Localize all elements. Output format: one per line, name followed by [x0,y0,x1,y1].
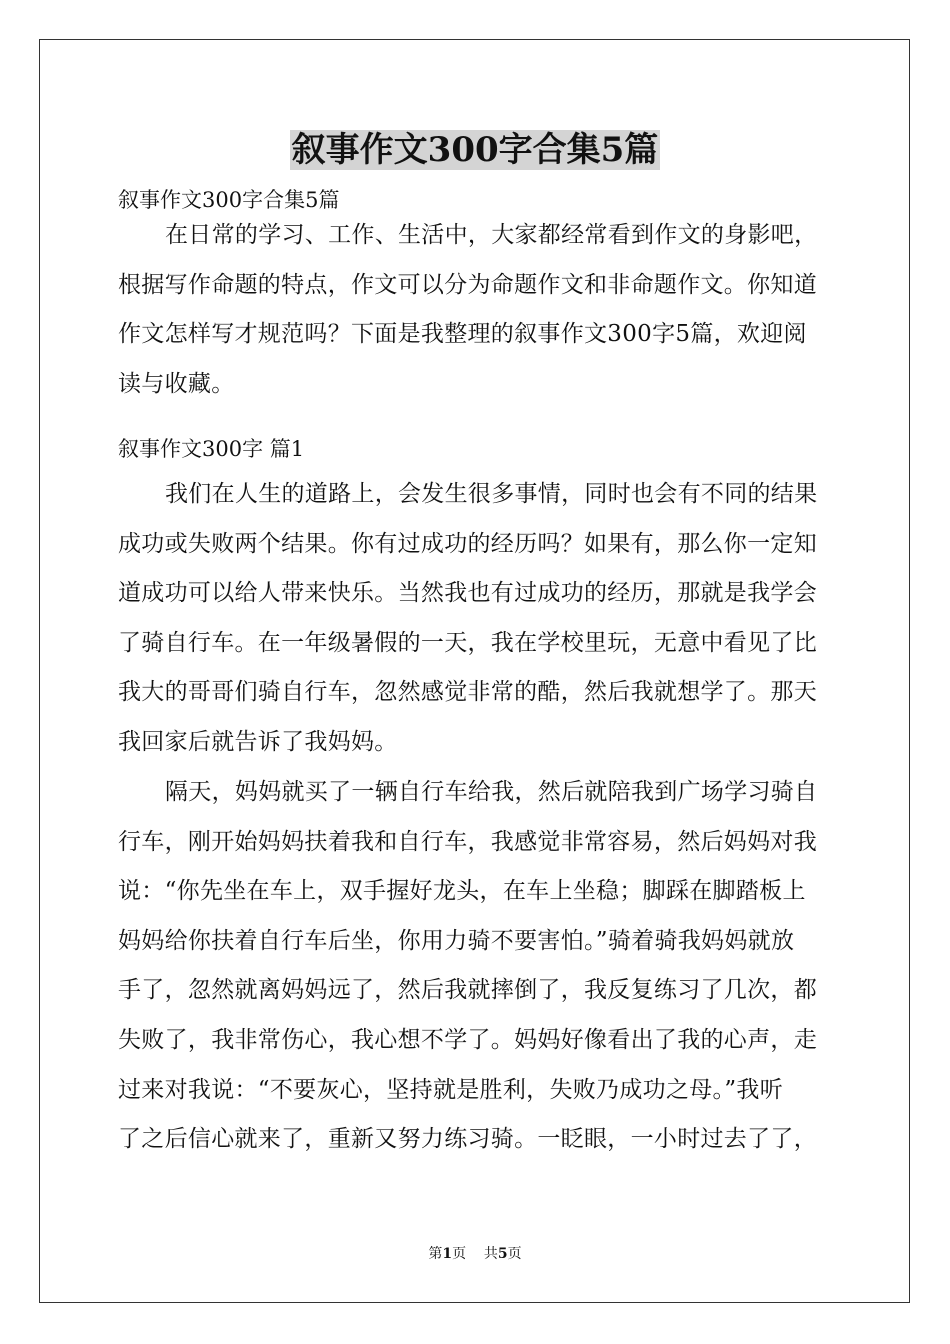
footer-page-number: 1 [442,1246,453,1262]
paragraph-line: 我们在人生的道路上，会发生很多事情，同时也会有不同的结果 [165,481,818,507]
paragraph-line: 妈妈给你扶着自行车后坐，你用力骑不要害怕。”骑着骑我妈妈就放 [118,927,795,954]
paragraph-line: 隔天，妈妈就买了一辆自行车给我，然后就陪我到广场学习骑自 [165,779,818,805]
paragraph-line: 成功或失败两个结果。你有过成功的经历吗？如果有，那么你一定知 [118,530,817,557]
footer-total-suffix: 页 [507,1246,522,1262]
paragraph-line: 我回家后就告诉了我妈妈。 [118,728,398,755]
paragraph-line: 道成功可以给人带来快乐。当然我也有过成功的经历，那就是我学会 [118,580,817,607]
paragraph-line: 说：“你先坐在车上，双手握好龙头，在车上坐稳；脚踩在脚踏板上 [118,878,806,905]
footer-total-pages: 5 [497,1246,508,1262]
paragraph-line: 了骑自行车。在一年级暑假的一天，我在学校里玩，无意中看见了比 [118,629,817,656]
body-paragraph-2 [118,768,838,1165]
paragraph-line: 失败了，我非常伤心，我心想不学了。妈妈好像看出了我的心声，走 [118,1026,817,1053]
paragraph-line: 了之后信心就来了，重新又努力练习骑。一眨眼，一小时过去了了， [118,1126,817,1153]
section-heading: 叙事作文300字 篇1 [118,437,305,461]
intro-paragraph [118,211,838,409]
paragraph-line: 过来对我说：“不要灰心，坚持就是胜利，失败乃成功之母。”我听 [118,1076,784,1103]
paragraph-line: 手了，忽然就离妈妈远了，然后我就摔倒了，我反复练习了几次，都 [118,977,817,1004]
body-paragraph-1 [118,470,838,768]
footer-prefix: 第 [428,1246,443,1262]
document-title-text: 叙事作文300字合集5篇 [291,130,659,170]
intro-line: 读与收藏。 [118,370,235,397]
intro-line: 根据写作命题的特点，作文可以分为命题作文和非命题作文。你知道 [118,271,817,298]
footer-total-prefix: 共 [483,1246,498,1262]
document-subtitle: 叙事作文300字合集5篇 [118,188,340,212]
paragraph-line: 我大的哥哥们骑自行车，忽然感觉非常的酷，然后我就想学了。那天 [118,679,817,706]
paragraph-line: 行车，刚开始妈妈扶着我和自行车，我感觉非常容易，然后妈妈对我 [118,828,817,855]
intro-line: 作文怎样写才规范吗？下面是我整理的叙事作文300字5篇，欢迎阅 [118,321,807,348]
document-title [0,124,950,176]
page-footer [0,1244,950,1264]
footer-page-suffix: 页 [452,1246,467,1262]
intro-line: 在日常的学习、工作、生活中，大家都经常看到作文的身影吧， [165,222,818,248]
